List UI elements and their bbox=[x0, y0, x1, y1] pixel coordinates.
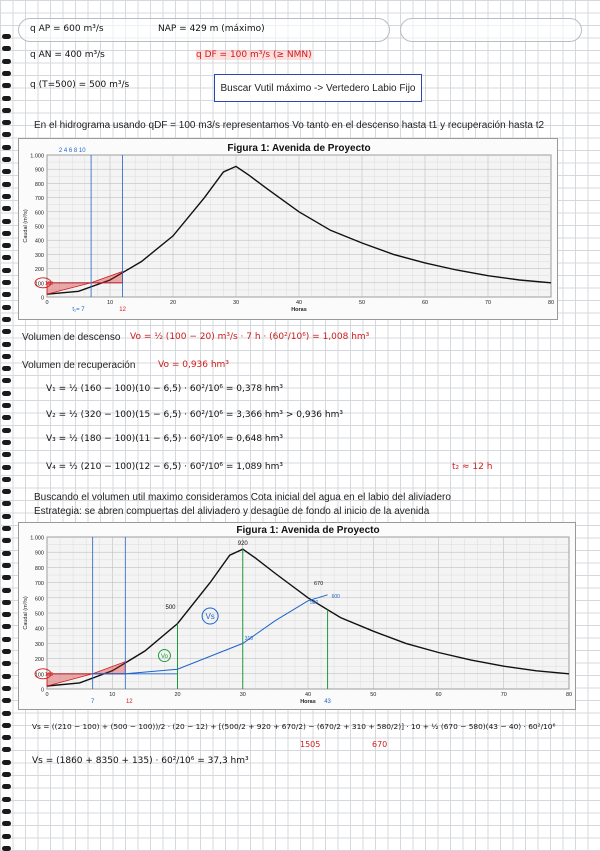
binder-ring bbox=[2, 169, 11, 174]
binder-ring bbox=[2, 280, 11, 285]
q-an-text: q AN = 400 m³/s bbox=[30, 50, 105, 60]
y-tick-label: 800 bbox=[34, 181, 44, 188]
task-box[interactable] bbox=[214, 74, 422, 102]
binder-ring bbox=[2, 206, 11, 211]
y-tick-label: 500 bbox=[34, 224, 44, 231]
x-tick-label: 50 bbox=[370, 692, 377, 698]
binder-ring bbox=[2, 465, 11, 470]
peak-label: 920 bbox=[237, 541, 248, 548]
binder-ring bbox=[2, 182, 11, 187]
y-tick-label: 100 bbox=[34, 672, 44, 679]
binder-ring bbox=[2, 317, 11, 322]
intro-text: En el hidrograma usando qDF = 100 m3/s representamos Vo tanto en el descenso hasta t1 y recuperación hasta t2 bbox=[34, 120, 545, 131]
binder-ring bbox=[2, 600, 11, 605]
nap-text: NAP = 429 m (máximo) bbox=[158, 24, 265, 34]
binder-ring bbox=[2, 489, 11, 494]
binder-ring bbox=[2, 354, 11, 359]
binder-ring bbox=[2, 686, 11, 691]
x-tick-label: 30 bbox=[232, 300, 240, 306]
q-df-text: q DF = 100 m³/s (≥ NMN) bbox=[196, 50, 312, 60]
v2-formula: V₂ = ½ (320 − 100)(15 − 6,5) · 60²/10⁶ = 3,366 hm³ > 0,936 hm³ bbox=[46, 410, 343, 420]
y-axis-label: Caudal (m³/s) bbox=[23, 209, 29, 243]
binder-ring bbox=[2, 219, 11, 224]
binder-ring bbox=[2, 551, 11, 556]
label-670: 670 bbox=[314, 581, 324, 588]
binder-ring bbox=[2, 428, 11, 433]
figure1-svg bbox=[19, 139, 557, 319]
binder-ring bbox=[2, 747, 11, 752]
x-tick-label: 20 bbox=[174, 692, 181, 698]
y-tick-label: 600 bbox=[34, 596, 44, 603]
t12-label: 12 bbox=[125, 699, 133, 705]
x-axis-label: Horas bbox=[300, 699, 316, 705]
header-field-right[interactable] bbox=[400, 18, 582, 42]
y-tick-label: 800 bbox=[34, 565, 44, 572]
binder-ring bbox=[2, 538, 11, 543]
binder-ring bbox=[2, 624, 11, 629]
x-tick-label: 70 bbox=[484, 300, 492, 306]
binder-ring bbox=[2, 588, 11, 593]
label-600: 600 bbox=[331, 593, 340, 600]
y-tick-label: 300 bbox=[34, 252, 44, 259]
x-tick-label: 10 bbox=[109, 692, 116, 698]
y-tick-label: 400 bbox=[34, 626, 44, 633]
descenso-label: Volumen de descenso bbox=[22, 332, 121, 343]
vo-value: Vo = 0,936 hm³ bbox=[158, 360, 229, 370]
t2-value: t₂ ≈ 12 h bbox=[452, 462, 493, 472]
y-tick-label: 300 bbox=[34, 641, 44, 648]
label-580: 580 bbox=[310, 599, 319, 606]
label-310: 310 bbox=[244, 635, 254, 642]
x-tick-label: 50 bbox=[358, 300, 366, 306]
binder-ring bbox=[2, 514, 11, 519]
x-axis-label: Horas bbox=[291, 307, 307, 313]
x-tick-label: 80 bbox=[565, 692, 573, 698]
y-tick-label: 200 bbox=[34, 267, 44, 274]
task-box-label: Buscar Vutil máximo -> Vertedero Labio Fijo bbox=[220, 82, 416, 94]
y-tick-label: 600 bbox=[34, 210, 44, 217]
t1-label: t₁= 7 bbox=[72, 307, 85, 313]
x-tick-label: 80 bbox=[547, 300, 555, 306]
binder-ring bbox=[2, 477, 11, 482]
y-tick-label: 0 bbox=[40, 295, 44, 302]
binder-ring bbox=[2, 120, 11, 125]
figure2-svg bbox=[19, 523, 575, 709]
x-tick-label: 40 bbox=[304, 692, 312, 698]
x-tick-label: 20 bbox=[169, 300, 177, 306]
x-tick-label: 0 bbox=[45, 692, 49, 698]
binder-ring bbox=[2, 132, 11, 137]
binder-rings bbox=[0, 0, 14, 848]
descenso-formula: Vo = ½ (100 − 20) m³/s · 7 h · (60²/10⁶) = 1,008 hm³ bbox=[130, 332, 370, 342]
binder-ring bbox=[2, 784, 11, 789]
binder-ring bbox=[2, 797, 11, 802]
vs-brace-1505: 1505 bbox=[300, 740, 321, 749]
top-hour-marks: 2 4 6 8 10 bbox=[58, 148, 86, 154]
x-tick-label: 70 bbox=[500, 692, 507, 698]
binder-ring bbox=[2, 46, 11, 51]
vs-label: Vs bbox=[205, 612, 215, 622]
binder-ring bbox=[2, 772, 11, 777]
binder-ring bbox=[2, 760, 11, 765]
binder-ring bbox=[2, 661, 11, 666]
x-tick-label: 40 bbox=[295, 300, 303, 306]
binder-ring bbox=[2, 415, 11, 420]
q-t-text: q (T=500) = 500 m³/s bbox=[30, 80, 130, 90]
binder-ring bbox=[2, 649, 11, 654]
binder-ring bbox=[2, 723, 11, 728]
v1-formula: V₁ = ½ (160 − 100)(10 − 6,5) · 60²/10⁶ = 0,378 hm³ bbox=[46, 384, 284, 394]
vs-brace-670: 670 bbox=[372, 740, 388, 749]
recuperacion-label: Volumen de recuperación bbox=[22, 360, 136, 371]
label-500: 500 bbox=[165, 605, 176, 611]
binder-ring bbox=[2, 255, 11, 260]
y-tick-label: 100 bbox=[34, 281, 44, 288]
binder-ring bbox=[2, 501, 11, 506]
y-tick-label: 200 bbox=[34, 657, 44, 664]
v3-formula: V₃ = ½ (180 − 100)(11 − 6,5) · 60²/10⁶ = 0,648 hm³ bbox=[46, 434, 284, 444]
binder-ring bbox=[2, 612, 11, 617]
binder-ring bbox=[2, 34, 11, 39]
binder-ring bbox=[2, 243, 11, 248]
y-tick-label: 0 bbox=[40, 687, 44, 694]
mark-100-label: 100 bbox=[44, 280, 54, 287]
x-tick-label: 0 bbox=[45, 300, 49, 306]
binder-ring bbox=[2, 71, 11, 76]
binder-ring bbox=[2, 575, 11, 580]
x-tick-label: 60 bbox=[435, 692, 442, 698]
binder-ring bbox=[2, 735, 11, 740]
x-tick-label: 60 bbox=[421, 300, 429, 306]
q-ap-text: q AP = 600 m³/s bbox=[30, 24, 104, 34]
y-tick-label: 900 bbox=[34, 167, 44, 174]
figure2 bbox=[18, 522, 576, 710]
binder-ring bbox=[2, 194, 11, 199]
binder-ring bbox=[2, 711, 11, 716]
estrategia-text: Estrategia: se abren compuertas del aliviadero y desagüe de fondo al inicio de la avenida bbox=[34, 506, 430, 517]
binder-ring bbox=[2, 59, 11, 64]
binder-ring bbox=[2, 846, 11, 851]
chart-title: Figura 1: Avenida de Proyecto bbox=[236, 525, 380, 536]
figure1 bbox=[18, 138, 558, 320]
x-tick-label: 10 bbox=[106, 300, 114, 306]
binder-ring bbox=[2, 329, 11, 334]
binder-ring bbox=[2, 342, 11, 347]
binder-ring bbox=[2, 145, 11, 150]
binder-ring bbox=[2, 96, 11, 101]
binder-ring bbox=[2, 563, 11, 568]
x-tick-label: 30 bbox=[239, 692, 246, 698]
vo-label: Vo bbox=[160, 654, 168, 661]
binder-ring bbox=[2, 834, 11, 839]
y-tick-label: 900 bbox=[34, 550, 44, 557]
vs-formula-line2: Vs = (1860 + 8350 + 135) · 60²/10⁶ = 37,3 hm³ bbox=[32, 756, 249, 766]
binder-ring bbox=[2, 403, 11, 408]
t2-label: 12 bbox=[119, 307, 126, 313]
binder-ring bbox=[2, 157, 11, 162]
y-tick-label: 1.000 bbox=[30, 535, 44, 542]
y-tick-label: 400 bbox=[34, 238, 44, 245]
chart-title: Figura 1: Avenida de Proyecto bbox=[227, 143, 371, 154]
binder-ring bbox=[2, 83, 11, 88]
binder-ring bbox=[2, 821, 11, 826]
binder-ring bbox=[2, 698, 11, 703]
binder-ring bbox=[2, 366, 11, 371]
binder-ring bbox=[2, 440, 11, 445]
binder-ring bbox=[2, 391, 11, 396]
binder-ring bbox=[2, 526, 11, 531]
y-tick-label: 500 bbox=[34, 611, 44, 618]
binder-ring bbox=[2, 305, 11, 310]
binder-ring bbox=[2, 231, 11, 236]
vs-formula-line1: Vs = ((210 − 100) + (500 − 100))/2 · (20 − 12) + [(500/2 + 920 + 670/2) − (670/2 + 310 + 580/2)] · 10 + ½ (670 − 580)(43 − 40) · 60²/10⁶ bbox=[32, 722, 556, 731]
binder-ring bbox=[2, 378, 11, 383]
y-axis-label: Caudal (m³/s) bbox=[23, 596, 29, 630]
binder-ring bbox=[2, 292, 11, 297]
y-tick-label: 1.000 bbox=[30, 153, 44, 160]
y-tick-label: 700 bbox=[34, 196, 44, 203]
binder-ring bbox=[2, 809, 11, 814]
y-tick-label: 700 bbox=[34, 581, 44, 588]
buscando-text: Buscando el volumen util maximo consideramos Cota inicial del agua en el labio del aliviadero bbox=[34, 492, 451, 503]
v4-formula: V₄ = ½ (210 − 100)(12 − 6,5) · 60²/10⁶ = 1,089 hm³ bbox=[46, 462, 284, 472]
t7-label: 7 bbox=[91, 699, 95, 705]
binder-ring bbox=[2, 268, 11, 273]
t43-label: 43 bbox=[324, 699, 331, 705]
binder-ring bbox=[2, 637, 11, 642]
mark-100-label: 100 bbox=[44, 671, 54, 678]
binder-ring bbox=[2, 108, 11, 113]
binder-ring bbox=[2, 674, 11, 679]
binder-ring bbox=[2, 452, 11, 457]
